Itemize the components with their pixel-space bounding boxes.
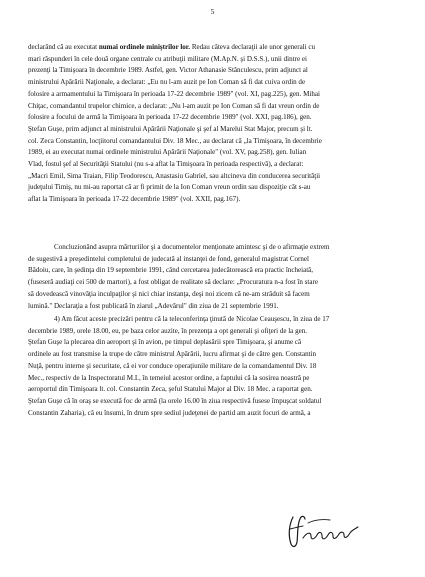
paragraph-declarations-bold: numai ordinele miniştrilor lor.	[98, 43, 191, 51]
paragraph-declarations	[28, 42, 400, 206]
paragraph-point-4: 4) Am făcut aceste precizări pentru că la teleconferinţa ţinută de Nicolae Ceauşescu, în ziua de 17 decembrie 1989, orele 18.00, eu, pe baza celor auzite, în prezenţa a opt generali şi ofiţeri de la gen. Ştefan Guşe la plecarea din aeroport şi în avion, pe timpul deplasării spre Timişoara, şi anume că ordinele au fost transmise la trupe de către ministrul Apărării, lucru afirmat şi de către gen. Constantin Nuţă, pentru interne şi securitate, că ei vor conduce operaţiunile militare de la comandamentul Div. 18 Mec., respectiv de la Inspectoratul M.I., în temeiul acestor ordine, a faptului că la sosirea noastră pe aeroportul din Timişoara lt. col. Constantin Zeca, şeful Statului Major al Div. 18 Mec. a raportat gen. Ştefan Guşe că în oraş se execută foc de armă (la orele 16.00 în ziua respectivă fusese împuşcat soldatul Constantin Zaharia), că eu însumi, în drum spre sediul judeţenei de partid am auzit focuri de armă, a	[28, 315, 330, 417]
handwritten-signature-icon	[284, 511, 362, 551]
paragraph-declarations-prefix: declarând că au executat	[28, 43, 99, 51]
page-number: 5	[210, 7, 215, 16]
paragraph-conclusion: Concluzionând asupra mărturiilor şi a documentelor menţionate amintesc şi de o afirmaţie extrem de sugestivă a preşedintelui completului de judecată al instanţei de fond, generalul magistrat Cornel Bădoiu, care, în şedinţa din 19 septembrie 1991, când cercetarea judecătorească era practic încheiată, (fuseseră audiaţi cei 500 de martori), a fost obligat de realitate să declare: „Procuratura n-a fost în stare să dovedească vinovăţia inculpaţilor şi nici chiar instanţa, deşi noi zicem că ne-am străduit să facem lumină." Declaraţia a fost publicată în ziarul „Adevărul" din ziua de 21 septembrie 1991.	[28, 243, 330, 310]
paragraph-declarations-rest: Redau câteva declaraţii ale unor generali cu mari răspunderi în cele două organe centrale cu atribuţii militare (M.Ap.N. şi D.S.S.), unii dintre ei prezenţi la Timişoara în decembrie 1989. Astfel, gen. Victor Athanasie Stănculescu, prim adjunct al ministrului Apărării Naţionale, a declarat: „Eu nu l-am auzit pe Ion Coman să fi dat cuiva ordin de folosire a armamentului la Timişoara în perioada 17-22 decembrie 1989" (vol. XI, pag.225), gen. Mihai Chiţac, comandantul trupelor chimice, a declarat: „Nu l-am auzit pe Ion Coman să fi dat vreun ordin de folosire a focului de armă la Timişoara în perioada 17-22 decembrie 1989" (vol. XXI, pag.186), gen. Ştefan Guşe, prim adjunct al ministrului Apărării Naţionale şi şef al Marelui Stat Major, precum şi lt. col. Zeca Constantin, locţiitorul comandantului Div. 18 Mec., au declarat că „la Timişoara, în decembrie 1989, ei au executat numai ordinele ministrului Apărării Naţionale" (vol. XV, pag.258), gen. Iulian Vlad, fostul şef al Securităţii Statului (nu s-a aflat la Timişoara în perioada respectivă), a declarat: „Macri Emil, Sima Traian, Filip Teodorescu, Anastasiu Gabriel, sau altcineva din conducerea securităţii judeţului Timiş, nu mi-au raportat că ar fi primit de la Ion Coman vreun ordin sau dispoziţie cât s-au aflat la Timişoara în perioada 17-22 decembrie 1989" (vol. XXII, pag.167).	[28, 43, 322, 204]
